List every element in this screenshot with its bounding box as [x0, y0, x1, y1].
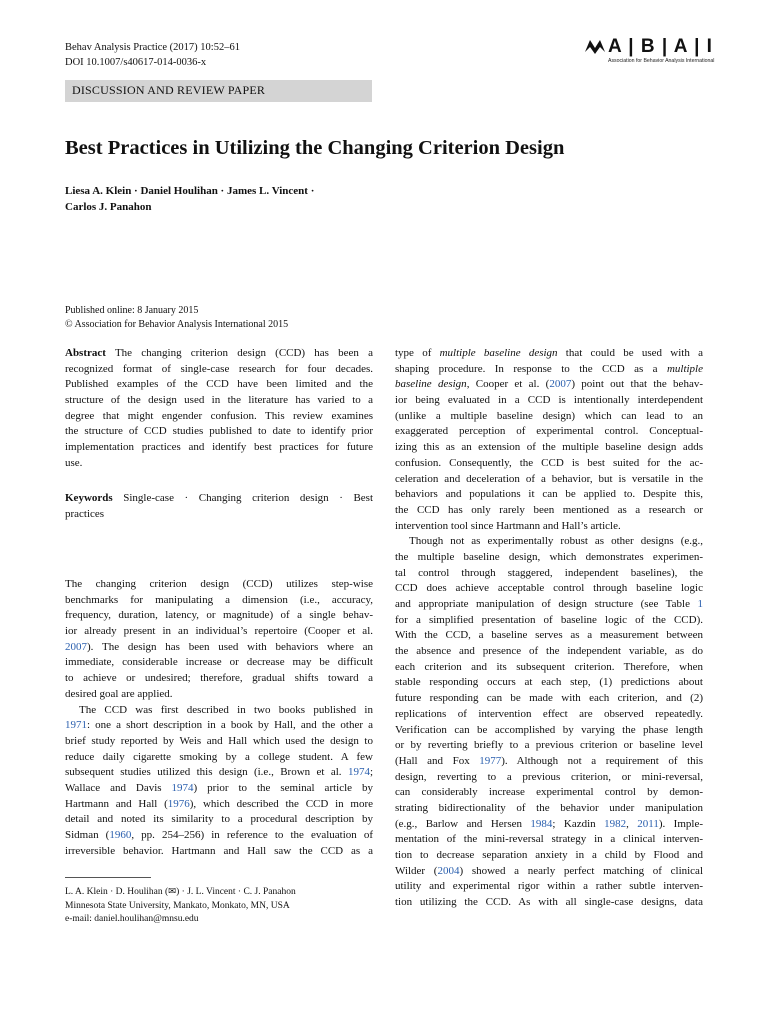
text-line: replications of intervention effect are observed repeatedly. — [395, 707, 703, 720]
abstract-line: structure of the design used in the literature has varied to a — [65, 394, 373, 407]
text-line: reduce daily cigarette smoking by a college student. A few — [65, 750, 373, 763]
abstract-line: implementation practices and identify best practices for future — [65, 441, 373, 454]
text-line: celeration and deceleration of a behavior, but is versatile in the — [395, 472, 703, 485]
citation-link[interactable]: 1984 — [530, 817, 553, 830]
abai-logo — [584, 36, 715, 66]
text-line: the absence and presence of the independent variable, as do — [395, 645, 703, 658]
publication-info — [65, 304, 288, 332]
author-affiliation — [65, 886, 296, 927]
text-line: benchmarks for manipulating a dimension (i.e., accuracy, — [65, 593, 373, 606]
text-line: tion to decrease separation anxiety in a child by Flood and — [395, 849, 703, 861]
journal-header — [65, 40, 240, 70]
text-line: Verification can be accomplished by varying the phase length — [395, 723, 703, 736]
text-line: subsequent studies utilized this design (i.e., Brown et al. 1974; — [65, 766, 373, 779]
citation-link[interactable]: 2011 — [637, 817, 659, 830]
journal-citation: Behav Analysis Practice (2017) 10:52–61 — [65, 42, 240, 53]
text-line: With the CCD, a baseline serves as a measurement between — [395, 629, 703, 642]
text-line: desired goal are applied. — [65, 687, 173, 700]
text-line: Wallace and Davis 1974) prior to the seminal article by — [65, 781, 373, 794]
abstract-line: the structure of CCD studies published to date to identify prior — [65, 425, 373, 438]
text-line: to achieve or undesired; therefore, gradual shifts toward a — [65, 672, 373, 685]
text-line: 2007). The design has been used with behaviors where an — [65, 640, 373, 653]
abstract — [65, 346, 373, 472]
citation-link[interactable]: 1971 — [65, 719, 87, 732]
citation-link[interactable]: 2004 — [437, 864, 460, 877]
text-line: CCD does achieve acceptable control through baseline logic — [395, 582, 703, 595]
text-line: mentation of the mini-reversal strategy in a clinical interven- — [395, 833, 703, 846]
text-line: exaggerated perception of experimental control. Conceptual- — [395, 425, 703, 438]
text-line: the multiple baseline design, which demonstrates experimen- — [395, 550, 703, 563]
text-line: intervention tool since Hartmann and Hall’s article. — [395, 519, 621, 532]
footnote-institution: Minnesota State University, Mankato, Monkato, MN, USA — [65, 900, 290, 911]
text-line: and appropriate manipulation of design structure (see Table 1 — [395, 598, 703, 610]
text-line: confusion. Consequently, the CCD is best suited for the ac- — [395, 456, 703, 469]
text-line: immediate, considerable increase or decrease may be difficult — [65, 656, 373, 669]
author-line: Liesa A. Klein · Daniel Houlihan · James L. Vincent · — [65, 185, 315, 197]
keywords-label: Keywords — [65, 492, 113, 504]
abai-emblem-icon — [584, 36, 606, 56]
citation-link[interactable]: 1974 — [171, 781, 194, 794]
text-line: izing this as an extension of the multiple baseline design adds — [395, 441, 703, 454]
abstract-line: use. — [65, 456, 83, 469]
abai-logo-letters: A | B | A | I — [608, 36, 713, 57]
text-line: behaviors and populations it can be applied to. Despite this, — [395, 488, 703, 501]
text-line: detail and noted its similarity to a procedural description by — [65, 813, 373, 826]
intro-paragraph — [65, 577, 373, 859]
text-line: type of multiple baseline design that could be used with a — [395, 347, 703, 359]
copyright-notice: © Association for Behavior Analysis International 2015 — [65, 319, 289, 330]
citation-link[interactable]: 1960 — [109, 829, 132, 841]
text-line: the CCD has only rarely been mentioned as a research or — [395, 503, 703, 516]
footnote-authors: L. A. Klein · D. Houlihan (✉) · J. L. Vincent · C. J. Panahon — [65, 887, 296, 897]
text-line: stable responding occurs at each step, (1) predictions about — [395, 676, 703, 689]
keywords-line: Keywords Single-case · Changing criterion design · Best — [65, 492, 374, 504]
text-line: baseline design, Cooper et al. (2007) point out that the behav- — [395, 378, 703, 391]
abstract-line: degree that might engender confusion. This review examines — [65, 409, 373, 422]
text-line: (unlike a multiple baseline design) which can lead to an — [395, 409, 703, 422]
text-line: Wilder (2004) showed a nearly perfect matching of clinical — [395, 864, 703, 877]
text-line: brief study reported by Weis and Hall which used the design to — [65, 734, 373, 747]
article-type-label: DISCUSSION AND REVIEW PAPER — [72, 83, 266, 97]
author-line: Carlos J. Panahon — [65, 201, 152, 213]
text-line: strating bidirectionality of the behavior under manipulation — [395, 801, 703, 814]
footnote-email[interactable]: e-mail: daniel.houlihan@mnsu.edu — [65, 914, 199, 924]
text-line: tion utilizing the CCD. As with all single-case designs, data — [395, 896, 703, 909]
body-paragraph — [395, 346, 703, 911]
text-line: ior already present in an individual’s repertoire (Cooper et al. — [65, 625, 373, 638]
text-line: (Hall and Fox 1977). Although not a requirement of this — [395, 754, 703, 767]
abstract-line: recognized format of single-case research for four decades. — [65, 362, 373, 375]
citation-link[interactable]: 1977 — [479, 754, 502, 767]
keywords — [65, 491, 373, 522]
text-line: 1971: one a short description in a book by Hall, and the other a — [65, 719, 373, 732]
text-line: ior being evaluated in a CCD is intentionally interdependent — [395, 394, 703, 407]
text-line: irreversible behavior. Hartmann and Hall saw the CCD as a — [65, 844, 373, 857]
text-line: can considerably increase experimental control by demon- — [395, 786, 703, 799]
citation-link[interactable]: 2007 — [65, 640, 87, 653]
doi-link[interactable]: DOI 10.1007/s40617-014-0036-x — [65, 57, 207, 68]
keywords-line: practices — [65, 507, 105, 520]
text-line: The CCD was first described in two books published in — [79, 703, 373, 716]
text-line: future responding can be made with each criterion, and (2) — [395, 692, 703, 705]
published-date: Published online: 8 January 2015 — [65, 305, 199, 316]
text-line: for a simplified presentation of baseline logic of the CCD). — [395, 613, 703, 626]
footnote-divider — [65, 877, 151, 878]
text-line: utility and experimental rigor within a rather subtle interven- — [395, 880, 703, 893]
text-line: design, reverting to a previous criterion, or mini-reversal, — [395, 770, 703, 783]
citation-link[interactable]: 1976 — [167, 797, 190, 810]
text-line: Though not as experimentally robust as other designs (e.g., — [409, 535, 703, 548]
text-line: or by reverting briefly to a previous criterion or baseline level — [395, 739, 703, 752]
abstract-line: Abstract The changing criterion design (CCD) has been a — [65, 347, 374, 359]
article-type-banner — [65, 80, 372, 102]
article-title: Best Practices in Utilizing the Changing Criterion Design — [65, 137, 565, 159]
citation-link[interactable]: 2007 — [549, 378, 572, 391]
text-line: (e.g., Barlow and Hersen 1984; Kazdin 1982, 2011). Imple- — [395, 817, 703, 830]
text-line: Sidman (1960, pp. 254–256) in reference to the evaluation of — [65, 829, 374, 841]
abai-logo-tagline: Association for Behavior Analysis International — [608, 58, 715, 64]
text-line: Hartmann and Hall (1976), which described the CCD in more — [65, 797, 374, 810]
text-line: frequency, duration, latency, or magnitude) of a single behav- — [65, 609, 373, 622]
citation-link[interactable]: 1974 — [347, 766, 370, 779]
abstract-label: Abstract — [65, 347, 106, 359]
citation-link[interactable]: 1982 — [604, 817, 627, 830]
text-line: tal control through staggered, independent baselines), the — [395, 566, 703, 579]
table-link[interactable]: 1 — [697, 598, 703, 610]
text-line: each criterion and its subsequent criterion. Therefore, when — [395, 660, 703, 673]
text-line: The changing criterion design (CCD) utilizes step-wise — [65, 578, 373, 590]
abstract-line: Published examples of the CCD have been limited and the — [65, 378, 373, 391]
author-list — [65, 183, 314, 215]
text-line: shaping procedure. In response to the CCD as a multiple — [395, 362, 703, 375]
